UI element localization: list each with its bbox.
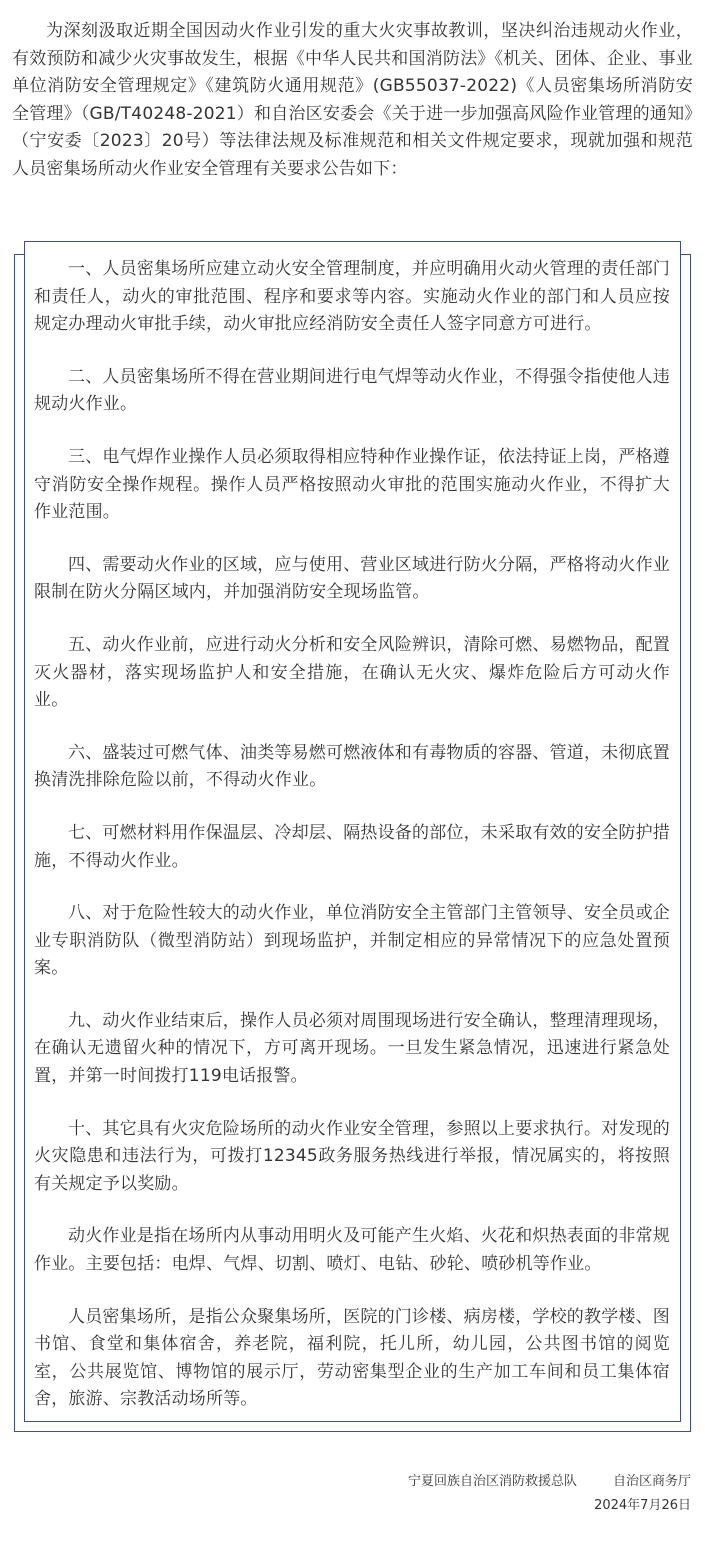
outer-frame-top-right — [681, 254, 691, 255]
signature-org-commerce: 自治区商务厅 — [612, 1474, 691, 1489]
clause-10: 十、其它具有火灾危险场所的动火作业安全管理，参照以上要求执行。对发现的火灾隐患和违法行为，可拨打12345政务服务热线进行举报，情况属实的，将按照有关规定予以奖励。 — [34, 1118, 670, 1194]
definition-crowded-places: 人员密集场所，是指公众聚集场所，医院的门诊楼、病房楼，学校的教学楼、图书馆、食堂和集体宿舍，养老院，福利院，托儿所，幼儿园，公共图书馆的阅览室，公共展览馆、博物馆的展示厅，劳动密集型企业的生产加工车间和员工集体宿舍，旅游、宗教活动场所等。 — [34, 1306, 670, 1410]
clause-9: 九、动火作业结束后，操作人员必须对周围现场进行安全确认，整理清理现场，在确认无遗留火种的情况下，方可离开现场。一旦发生紧急情况，迅速进行紧急处置，并第一时间拨打119电话报警。 — [34, 1010, 670, 1087]
intro-paragraph: 为深刻汲取近期全国因动火作业引发的重大火灾事故教训，坚决纠治违规动火作业，有效预防和减少火灾事故发生，根据《中华人民共和国消防法》《机关、团体、企业、事业单位消防安全管理规定》《建筑防火通用规范》(GB55037-2022)《人员密集场所消防安全管理》（GB/T40248-2021）和自治区安委会《关于进一步加强高风险作业管理的通知》（宁安委〔2023〕20号）等法律法规及标准规范和相关文件规定要求，现就加强和规范人员密集场所动火作业安全管理有关要求公告如下： — [12, 21, 694, 179]
clause-8: 八、对于危险性较大的动火作业，单位消防安全主管部门主管领导、安全员或企业专职消防队（微型消防站）到现场监护，并制定相应的异常情况下的应急处置预案。 — [34, 903, 670, 979]
clause-6: 六、盛装过可燃气体、油类等易燃可燃液体和有毒物质的容器、管道，未彻底置换清洗排除危险以前，不得动火作业。 — [34, 742, 670, 791]
definition-hot-work: 动火作业是指在场所内从事动用明火及可能产生火焰、火花和炽热表面的非常规作业。主要包括：电焊、气焊、切割、喷灯、电钻、砂轮、喷砂机等作业。 — [34, 1226, 670, 1275]
signature-orgs — [408, 1472, 691, 1492]
clause-3: 三、电气焊作业操作人员必须取得相应特种作业操作证，依法持证上岗，严格遵守消防安全操作规程。操作人员严格按照动火审批的范围实施动火作业，不得扩大作业范围。 — [34, 446, 670, 523]
clause-7: 七、可燃材料用作保温层、冷却层、隔热设备的部位，未采取有效的安全防护措施，不得动火作业。 — [34, 822, 670, 871]
outer-frame-top-left — [14, 254, 24, 255]
signature-block — [408, 1472, 691, 1516]
signature-date: 2024年7月26日 — [594, 1498, 691, 1513]
clauses-list — [34, 256, 670, 1439]
signature-org-fire-rescue: 宁夏回族自治区消防救援总队 — [407, 1474, 577, 1489]
clause-5: 五、动火作业前，应进行动火分析和安全风险辨识，清除可燃、易燃物品，配置灭火器材，落实现场监护人和安全措施，在确认无火灾、爆炸危险后方可动火作业。 — [34, 634, 670, 711]
clause-2: 二、人员密集场所不得在营业期间进行电气焊等动火作业，不得强令指使他人违规动火作业。 — [34, 366, 670, 415]
clause-1: 一、人员密集场所应建立动火安全管理制度，并应明确用火动火管理的责任部门和责任人，动火的审批范围、程序和要求等内容。实施动火作业的部门和人员应按规定办理动火审批手续，动火审批应经消防安全责任人签字同意方可进行。 — [34, 259, 670, 335]
clause-4: 四、需要动火作业的区域，应与使用、营业区域进行防火分隔，严格将动火作业限制在防火分隔区域内，并加强消防安全现场监管。 — [34, 554, 670, 603]
